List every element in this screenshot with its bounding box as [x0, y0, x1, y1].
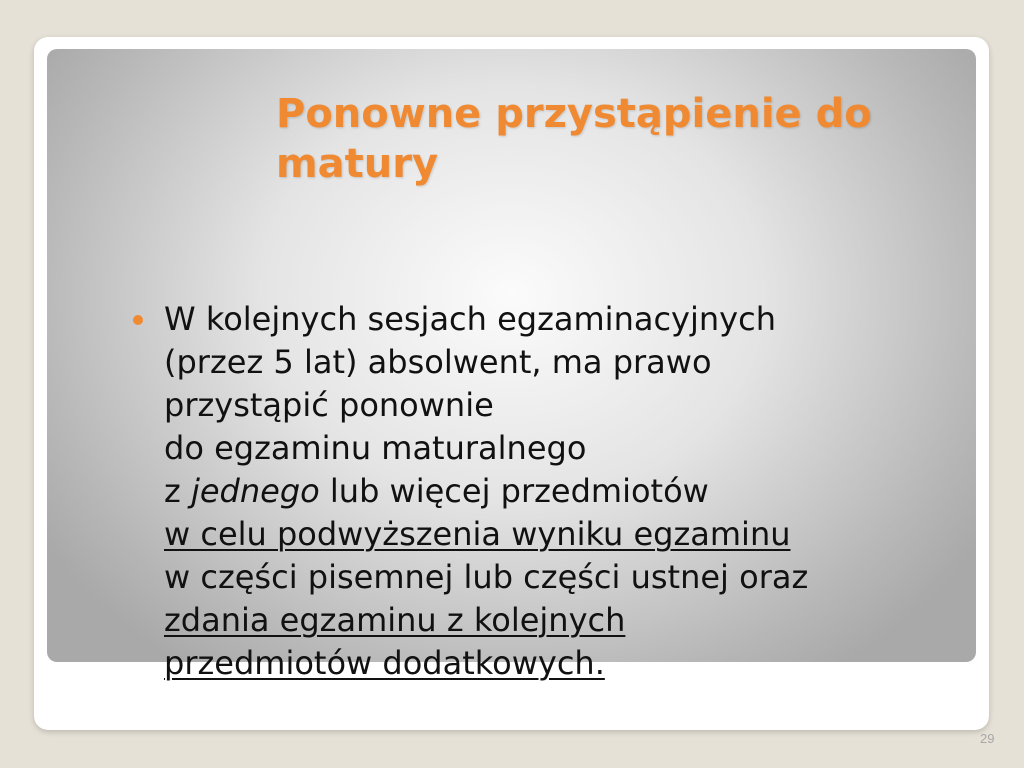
bullet-line-8	[164, 599, 984, 642]
bullet-line-5-suffix: lub więcej przedmiotów	[319, 472, 709, 510]
bullet-line-2: (przez 5 lat) absolwent, ma prawo	[164, 343, 712, 381]
bullet-line-4: do egzaminu maturalnego	[164, 429, 587, 467]
title-line-1: Ponowne przystąpienie do	[276, 91, 872, 137]
bullet-line-5-prefix: z	[164, 472, 191, 510]
bullet-line-6	[164, 513, 984, 556]
slide-title	[276, 89, 976, 189]
bullet-line-9	[164, 642, 984, 685]
bullet-line-8-underlined: zdania egzaminu z kolejnych	[164, 601, 626, 639]
bullet-line-9-underlined: przedmiotów dodatkowych.	[164, 644, 605, 682]
bullet-dot-icon	[133, 315, 143, 325]
bullet-text	[164, 298, 984, 685]
title-line-2: matury	[276, 141, 439, 187]
page-number: 29	[980, 731, 995, 746]
bullet-line-6-underlined: w celu podwyższenia wyniku egzaminu	[164, 515, 791, 553]
bullet-line-5	[164, 470, 984, 513]
bullet-line-7: w części pisemnej lub części ustnej oraz	[164, 558, 809, 596]
bullet-line-3: przystąpić ponownie	[164, 386, 494, 424]
bullet-line-5-italic: jednego	[190, 472, 320, 510]
bullet-line-1: W kolejnych sesjach egzaminacyjnych	[164, 300, 776, 338]
